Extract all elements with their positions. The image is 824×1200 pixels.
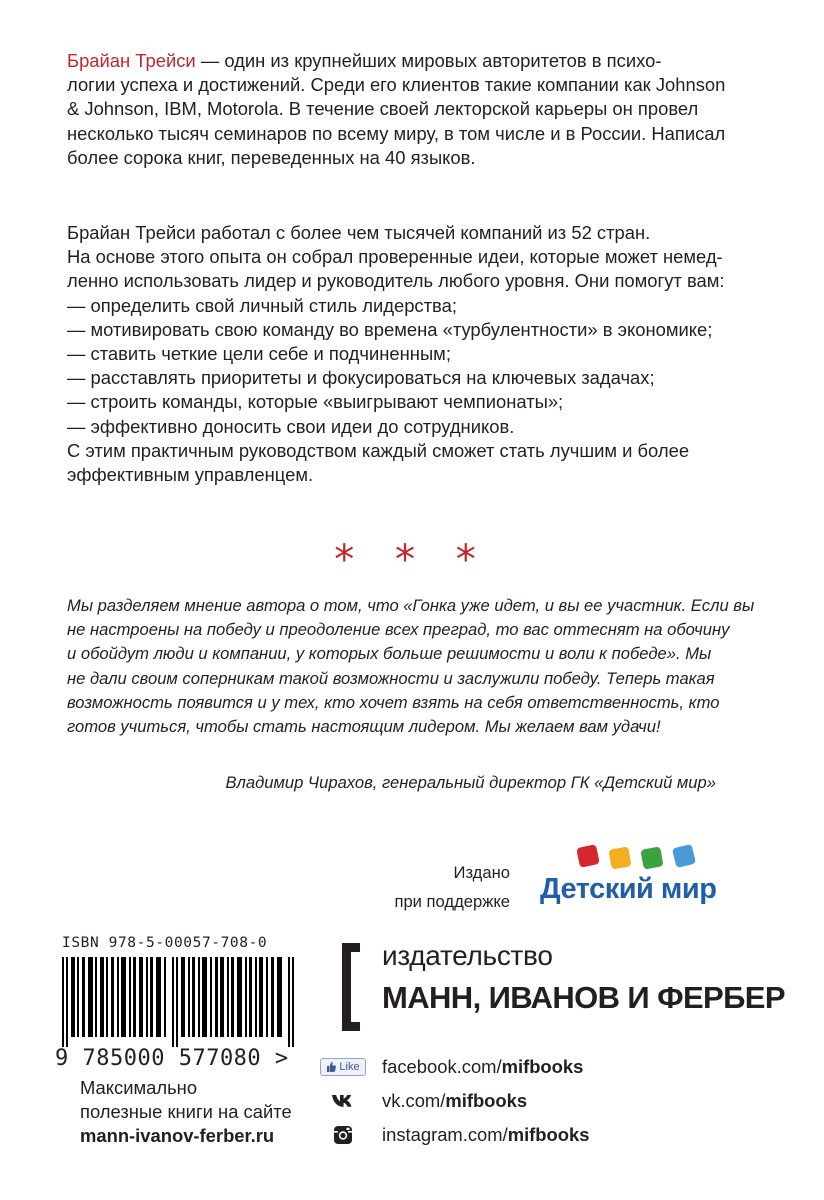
like-badge [320,1058,365,1076]
benefit-list-item: — эффективно доносить свои идеи до сотрудников. [67,415,515,437]
author-bio-line: более сорока книг, переведенных на 40 языков. [67,146,476,168]
supported-line: Издано [453,863,510,882]
logo-cubes-icon [576,844,696,870]
barcode-icon [62,957,294,1047]
supported-by-label [373,858,510,916]
author-name: Брайан Трейси [67,50,196,71]
author-bio-line [67,49,767,73]
supported-line: при поддержке [394,892,510,911]
barcode-digits: 9 785000 577080 > [55,1046,289,1071]
author-bio [67,49,767,170]
social-handle: mifbooks [507,1124,590,1145]
book-description [67,221,767,487]
instagram-link[interactable] [316,1122,589,1148]
facebook-link[interactable] [316,1054,583,1080]
author-bio-text: — один из крупнейших мировых авторитетов в психо- [195,50,662,71]
social-handle: mifbooks [501,1056,584,1077]
quote-line: и обойдут люди и компании, у которых больше решимости и воли к победе». Мы [67,644,712,664]
description-line: эффективным управленцем. [67,464,314,486]
description-line: Брайан Трейси работал с более чем тысячей компаний из 52 стран. [67,222,651,243]
isbn-label: ISBN 978-5-00057-708-0 [62,935,268,951]
vk-icon [316,1094,370,1108]
social-url-prefix: instagram.com/ [382,1124,508,1145]
benefit-list-item: — мотивировать свою команду во времена «турбулентности» в экономике; [67,318,713,340]
author-bio-line: логии успеха и достижений. Среди его клиентов такие компании как Johnson [67,74,726,96]
vk-logo-icon [332,1094,354,1108]
detsky-mir-logo-text: Детский мир [540,873,717,905]
website-url-link[interactable]: mann-ivanov-ferber.ru [80,1125,275,1146]
description-line: С этим практичным руководством каждый сможет стать лучшим и более [67,439,690,461]
website-note-line: полезные книги на сайте [80,1101,292,1122]
benefit-list-item: — строить команды, которые «выигрывают чемпионаты»; [67,391,564,413]
description-line: На основе этого опыта он собрал проверенные идеи, которые может немед- [67,246,723,268]
website-note-line: Максимально [80,1077,198,1098]
author-bio-line: несколько тысяч семинаров по всему миру, в том числе и в России. Написал [67,122,726,144]
vk-link[interactable] [316,1088,527,1114]
publisher-bracket-icon [342,943,360,1031]
thumbs-up-icon [326,1062,336,1072]
social-url-prefix: facebook.com/ [382,1056,502,1077]
instagram-icon [316,1125,370,1145]
quote-line: не дали своим соперникам такой возможности и заслужили победу. Теперь такая [67,668,715,688]
website-note [80,1076,340,1148]
quote-line: готов учиться, чтобы стать настоящим лидером. Мы желаем вам удачи! [67,717,661,737]
benefit-list-item: — ставить четкие цели себе и подчиненным; [67,343,451,365]
publisher-label: издательство [382,940,553,971]
facebook-like-icon [316,1058,370,1076]
benefit-list-item: — расставлять приоритеты и фокусироваться на ключевых задачах; [67,367,655,389]
author-bio-line: & Johnson, IBM, Motorola. В течение своей лекторской карьеры он провел [67,98,699,120]
publisher-name: МАНН, ИВАНОВ И ФЕРБЕР [382,980,785,1015]
description-line: ленно использовать лидер и руководитель любого уровня. Они помогут вам: [67,270,725,292]
like-label: Like [339,1061,360,1073]
instagram-logo-icon [333,1125,353,1145]
quote-line: возможность появится и у тех, кто хочет взять на себя ответственность, кто [67,692,720,712]
quote-line: Мы разделяем мнение автора о том, что «Гонка уже идет, и вы ее участник. Если вы [67,596,755,615]
benefit-list-item: — определить свой личный стиль лидерства; [67,294,457,316]
section-separator: * * * [334,537,490,583]
quote-line: не настроены на победу и преодоление всех преград, то вас оттеснят на обочину [67,620,730,640]
endorsement-quote [67,594,787,739]
social-handle: mifbooks [445,1090,528,1111]
social-url-prefix: vk.com/ [382,1090,446,1111]
quote-signature: Владимир Чирахов, генеральный директор ГК «Детский мир» [225,773,716,792]
